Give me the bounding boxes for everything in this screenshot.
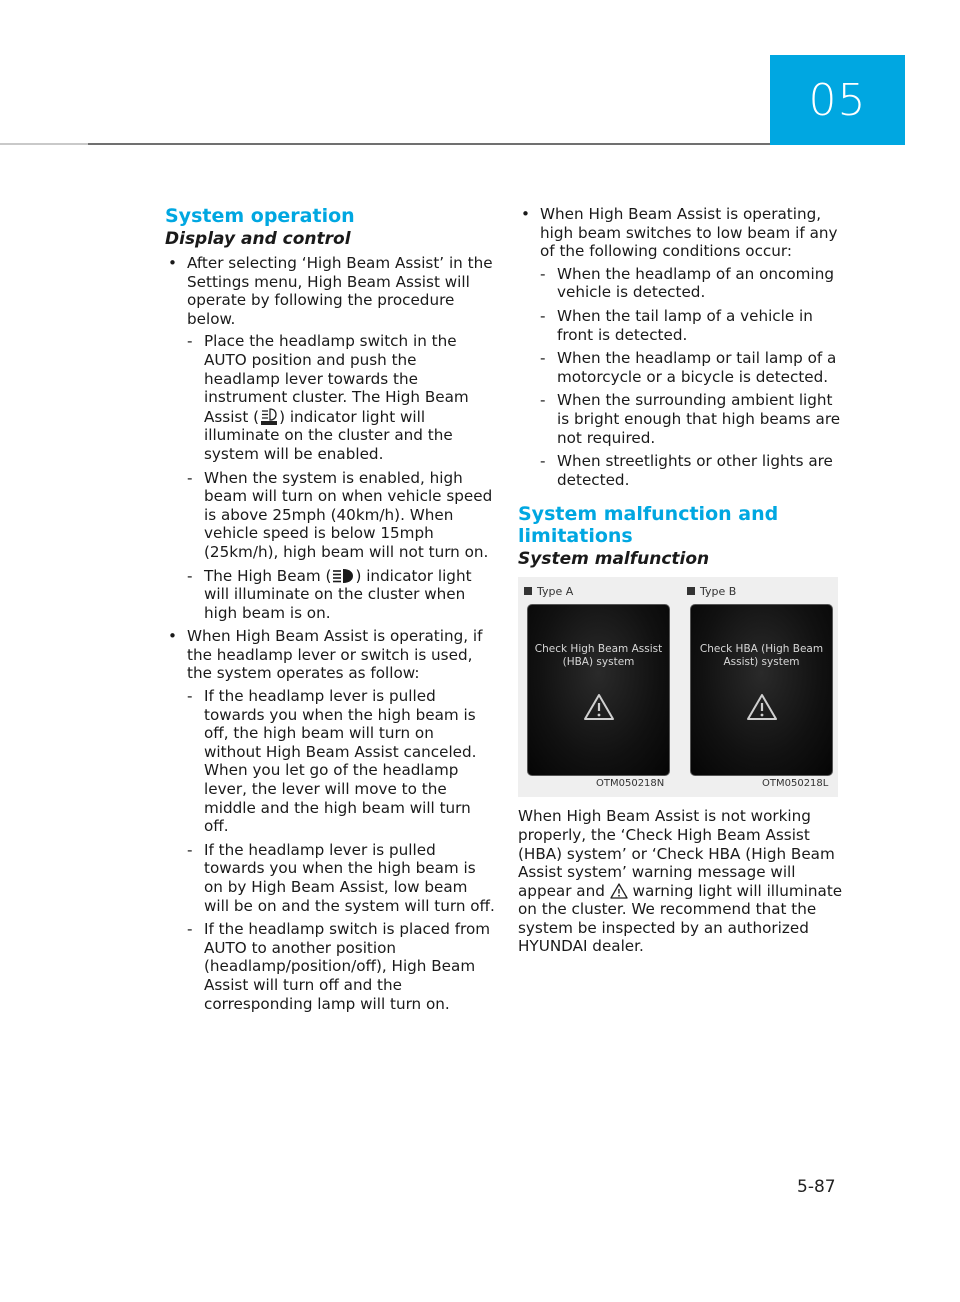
dash-item: - When the headlamp or tail lamp of a motorcycle or a bicycle is detected.	[540, 349, 843, 386]
dash-text-post: ) indicator light will illuminate on the cluster and the system will be enabled.	[204, 407, 453, 463]
cluster-screen-type-a	[527, 604, 670, 776]
figure-type-b-label: Type B	[687, 583, 736, 602]
dash-item: - If the headlamp lever is pulled towards you when the high beam is off, the high beam will turn on without High Beam Assist canceled. When you let go of the headlamp lever, the lever will move to the middle and the high beam will turn off.	[187, 687, 495, 836]
chapter-number: 05	[808, 74, 867, 126]
bullet-text: When High Beam Assist is operating, if the headlamp lever or switch is used, the system operates as follow:	[187, 627, 483, 683]
dash-item: - If the headlamp lever is pulled towards you when the high beam is on by High Beam Assist, low beam will be on and the system will turn off.	[187, 841, 495, 915]
high-beam-assist-indicator-icon	[259, 407, 279, 425]
bullet-text: When High Beam Assist is operating, high beam switches to low beam if any of the following conditions occur:	[540, 205, 838, 261]
subtitle-system-malfunction: System malfunction	[518, 549, 710, 570]
subtitle-display-and-control: Display and control	[165, 229, 351, 249]
dash-item: - If the headlamp switch is placed from AUTO to another position (headlamp/position/off), High Beam Assist will turn off and the corresponding lamp will turn on.	[187, 920, 495, 1013]
malfunction-figure	[518, 577, 838, 797]
dash-list	[540, 265, 843, 490]
bullet-item	[518, 205, 843, 489]
cluster-message: Check High Beam Assist (HBA) system	[534, 643, 663, 669]
dash-item	[187, 567, 495, 623]
dash-text-pre: The High Beam (	[204, 566, 332, 585]
chapter-tab	[770, 55, 905, 145]
warning-triangle-icon	[583, 693, 615, 721]
bullet-text: After selecting ‘High Beam Assist’ in the Settings menu, High Beam Assist will operate by following the procedure below.	[187, 254, 493, 328]
right-column	[518, 205, 843, 956]
malfunction-paragraph	[518, 807, 843, 956]
figure-code-a: OTM050218N	[596, 777, 665, 789]
bullet-item	[165, 627, 495, 1013]
paragraph-text-post: warning light will illuminate on the cluster. We recommend that the system be inspected by an authorized HYUNDAI dealer.	[518, 881, 843, 956]
cluster-message: Check HBA (High Beam Assist) system	[699, 643, 824, 669]
dash-item: - When the headlamp of an oncoming vehicle is detected.	[540, 265, 843, 302]
figure-type-a-label: Type A	[524, 583, 573, 602]
left-column	[165, 205, 495, 1018]
bullet-list	[518, 205, 843, 489]
section-title-malfunction: System malfunction and limitations	[518, 503, 779, 548]
cluster-screen-type-b	[690, 604, 833, 776]
dash-item: - When the system is enabled, high beam will turn on when vehicle speed is above 25mph (40km/h). When vehicle speed is below 15mph (25km/h), high beam will not turn on.	[187, 469, 495, 562]
dash-list	[187, 687, 495, 1013]
high-beam-indicator-icon	[331, 568, 355, 584]
figure-code-b: OTM050218L	[762, 777, 829, 789]
dash-text-pre: Place the headlamp switch in the AUTO position and push the headlamp lever towards the instrument cluster. The High Beam Assist (	[204, 332, 469, 426]
bullet-item	[165, 254, 495, 622]
bullet-list	[165, 254, 495, 1013]
dash-item	[187, 332, 495, 463]
warning-triangle-icon	[610, 883, 628, 899]
dash-list	[187, 332, 495, 622]
page-number: 5-87	[797, 1177, 836, 1197]
warning-triangle-icon	[746, 693, 778, 721]
dash-text-post: ) indicator light will illuminate on the cluster when high beam is on.	[204, 566, 472, 622]
paragraph-text-pre: When High Beam Assist is not working properly, the ‘Check High Beam Assist (HBA) system’ or ‘Check HBA (High Beam Assist system’ warning message will appear and	[518, 807, 835, 900]
dash-item: - When the surrounding ambient light is bright enough that high beams are not required.	[540, 391, 843, 447]
section-title-system-operation: System operation	[165, 205, 355, 227]
dash-item: - When streetlights or other lights are detected.	[540, 452, 843, 489]
header-rule-dark	[88, 143, 770, 145]
dash-item: - When the tail lamp of a vehicle in front is detected.	[540, 307, 843, 344]
